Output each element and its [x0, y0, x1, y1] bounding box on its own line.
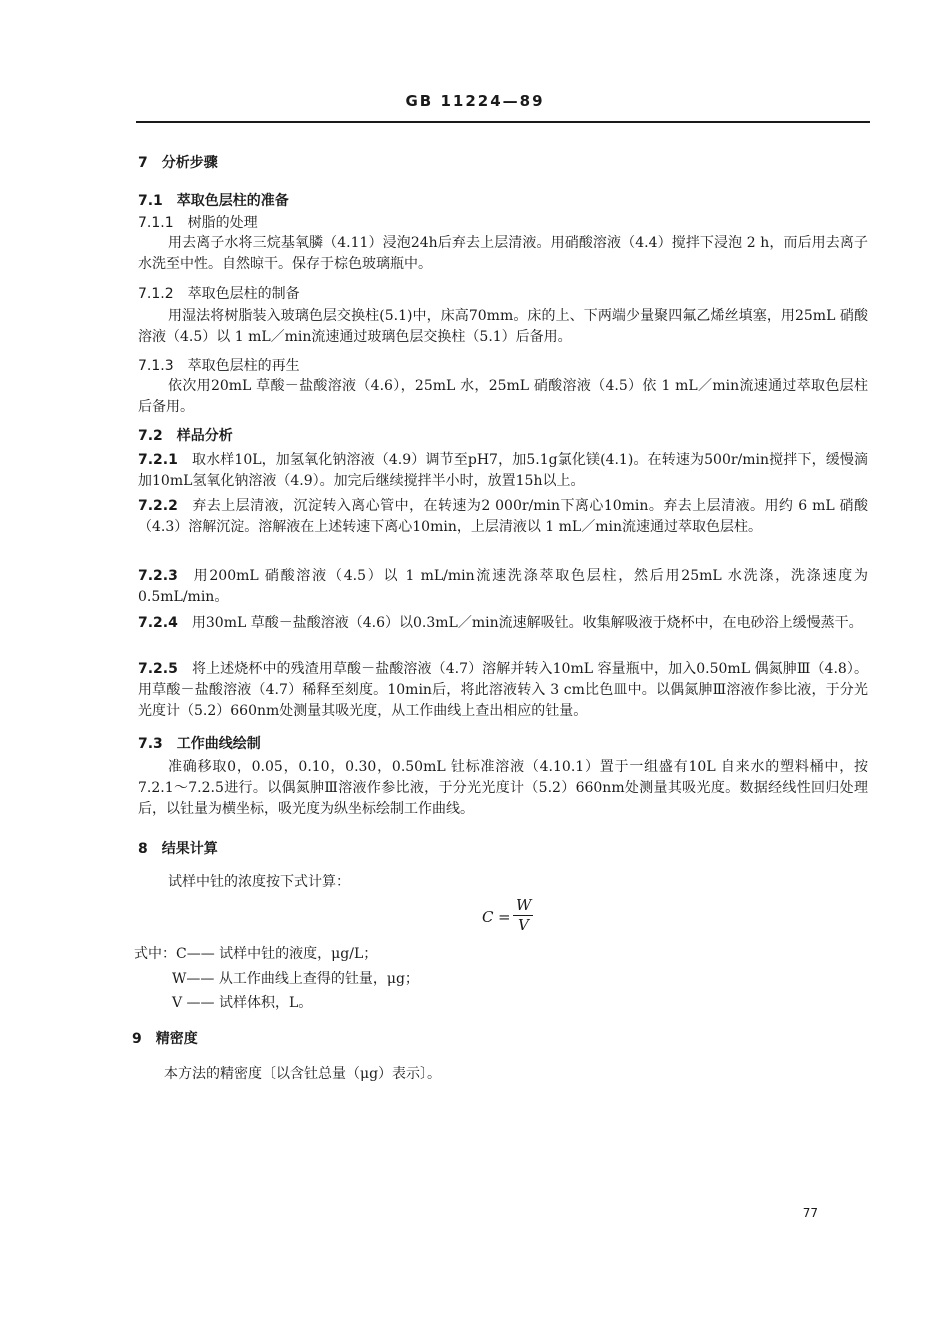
clause-number: 7.2.3	[138, 568, 178, 584]
clause-text: 将上述烧杯中的残渣用草酸－盐酸溶液（4.7）溶解并转入10mL 容量瓶中，加入0.50mL 偶氮胂Ⅲ（4.8）。用草酸－盐酸溶液（4.7）稀释至刻度。10min后，将此溶液转入 3 cm比色皿中。以偶氮胂Ⅲ溶液作参比液，于分光光度计（5.2）660nm处测量其吸光度，从工作曲线上查出相应的钍量。	[138, 661, 868, 719]
where-v: V —— 试样体积，L。	[172, 995, 313, 1011]
heading-7-2: 7.2 样品分析	[138, 428, 233, 444]
paragraph-7-2-5	[138, 659, 868, 722]
page-number: 77	[802, 1206, 818, 1220]
clause-text: 取水样10L，加氢氧化钠溶液（4.9）调节至pH7，加5.1g氯化镁(4.1)。在转速为500r/min搅拌下，缓慢滴加10mL氢氧化钠溶液（4.9）。加完后继续搅拌半小时，放置15h以上。	[138, 452, 868, 489]
heading-7-3: 7.3 工作曲线绘制	[138, 736, 261, 752]
paragraph-7-2-3	[138, 566, 868, 608]
formula-denominator: V	[518, 916, 529, 934]
clause-text: 用200mL 硝酸溶液（4.5）以 1 mL/min流速洗涤萃取色层柱，然后用25mL 水洗涤，洗涤速度为0.5mL/min。	[138, 568, 868, 605]
paragraph-7-1-3: 依次用20mL 草酸－盐酸溶液（4.6），25mL 水，25mL 硝酸溶液（4.5）依 1 mL／min流速通过萃取色层柱后备用。	[138, 378, 868, 415]
paragraph-7-2-4	[138, 613, 868, 634]
heading-7-1-1: 7.1.1 树脂的处理	[138, 215, 258, 231]
paragraph-8: 试样中钍的浓度按下式计算：	[168, 874, 350, 890]
clause-text: 弃去上层清液，沉淀转入离心管中，在转速为2 000r/min下离心10min。弃去上层清液。用约 6 mL 硝酸（4.3）溶解沉淀。溶解液在上述转速下离心10min，上层清液以 1 mL／min流速通过萃取色层柱。	[138, 498, 868, 535]
heading-7-1: 7.1 萃取色层柱的准备	[138, 193, 289, 209]
heading-7: 7 分析步骤	[138, 155, 218, 171]
where-c: 式中：C—— 试样中钍的液度，μg/L；	[134, 946, 378, 962]
heading-7-1-2: 7.1.2 萃取色层柱的制备	[138, 286, 300, 302]
paragraph-7-1-1: 用去离子水将三烷基氧膦（4.11）浸泡24h后弃去上层清液。用硝酸溶液（4.4）搅拌下浸泡 2 h，而后用去离子水洗至中性。自然晾干。保存于棕色玻璃瓶中。	[138, 235, 868, 272]
heading-8: 8 结果计算	[138, 841, 218, 857]
clause-number: 7.2.2	[138, 498, 178, 514]
paragraph-7-2-1	[138, 450, 868, 492]
clause-text: 用30mL 草酸－盐酸溶液（4.6）以0.3mL／min流速解吸钍。收集解吸液于烧杯中，在电砂浴上缓慢蒸干。	[191, 615, 863, 631]
paragraph-7-3: 准确移取0，0.05，0.10，0.30，0.50mL 钍标准溶液（4.10.1）置于一组盛有10L 自来水的塑料桶中，按7.2.1～7.2.5进行。以偶氮胂Ⅲ溶液作参比液，于分光光度计（5.2）660nm处测量其吸光度。数据经线性回归处理后，以钍量为横坐标，吸光度为纵坐标绘制工作曲线。	[138, 759, 868, 817]
header-rule	[136, 121, 870, 123]
heading-7-1-3: 7.1.3 萃取色层柱的再生	[138, 358, 300, 374]
where-w: W—— 从工作曲线上查得的钍量，μg；	[172, 971, 419, 987]
paragraph-7-1-2: 用湿法将树脂装入玻璃色层交换柱(5.1)中，床高70mm。床的上、下两端少量聚四氟乙烯丝填塞，用25mL 硝酸溶液（4.5）以 1 mL／min流速通过玻璃色层交换柱（5.1）后备用。	[138, 308, 868, 345]
formula-lhs: C	[482, 908, 494, 926]
paragraph-9: 本方法的精密度〔以含钍总量（μg）表示〕。	[164, 1066, 442, 1082]
heading-9: 9 精密度	[132, 1031, 198, 1047]
formula-numerator: W	[516, 896, 532, 914]
formula-equals: =	[498, 908, 511, 926]
clause-number: 7.2.5	[138, 661, 178, 677]
standard-header: GB 11224—89	[405, 92, 545, 110]
clause-number: 7.2.1	[138, 452, 178, 468]
clause-number: 7.2.4	[138, 615, 178, 631]
paragraph-7-2-2	[138, 496, 868, 538]
